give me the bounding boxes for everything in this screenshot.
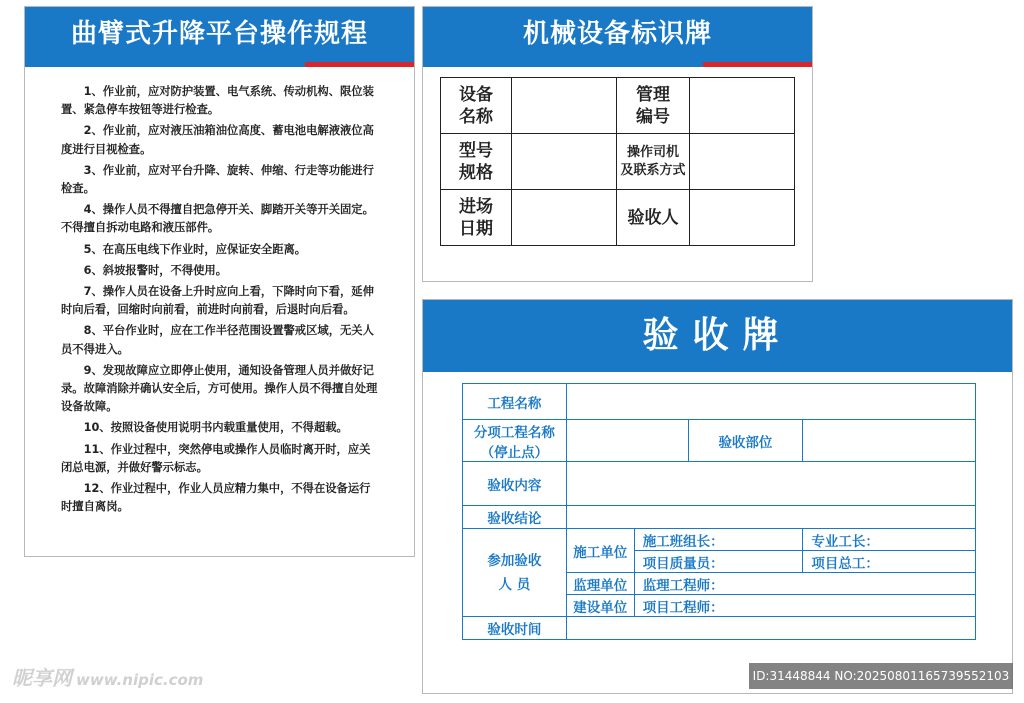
equipment-table xyxy=(440,77,795,246)
label-equipment-name: 设备 名称 xyxy=(441,78,512,134)
label-acceptor: 验收人 xyxy=(617,190,690,246)
label-accept-content: 验收内容 xyxy=(463,462,567,506)
label-participants: 参加验收 人 员 xyxy=(463,529,567,617)
entry-date-field[interactable] xyxy=(512,190,617,246)
team-leader-field[interactable]: 施工班组长： xyxy=(634,529,803,551)
supervising-engineer-field[interactable]: 监理工程师： xyxy=(634,573,975,595)
rule-item: 2、作业前，应对液压油箱油位高度、蓄电池电解液液位高度进行目视检查。 xyxy=(61,124,374,156)
label-accept-part: 验收部位 xyxy=(688,420,803,462)
quality-officer-field[interactable]: 项目质量员： xyxy=(634,551,803,573)
project-name-field[interactable] xyxy=(566,384,975,420)
rule-item: 9、发现故障应立即停止使用，通知设备管理人员并做好记录。故障消除并确认安全后，方可使用。操作人员不得擅自处理设备故障。 xyxy=(61,363,378,414)
equipment-name-field[interactable] xyxy=(512,78,617,134)
accept-time-field[interactable] xyxy=(566,617,975,640)
rules-list xyxy=(25,67,414,516)
operation-rules-panel xyxy=(24,6,415,557)
acceptance-panel xyxy=(422,299,1013,694)
label-supervision-unit: 监理单位 xyxy=(566,573,634,595)
header-stripe xyxy=(423,370,1012,372)
label-accept-time: 验收时间 xyxy=(463,617,567,640)
rule-item: 8、平台作业时，应在工作半径范围设置警戒区域，无关人员不得进入。 xyxy=(61,324,374,356)
rule-item: 7、操作人员在设备上升时应向上看，下降时向下看，延伸时向后看，回缩时向前看，前进时向前看，后退时向后看。 xyxy=(61,285,374,317)
project-engineer-field[interactable]: 项目工程师： xyxy=(634,595,975,617)
label-owner-unit: 建设单位 xyxy=(566,595,634,617)
rule-item: 3、作业前，应对平台升降、旋转、伸缩、行走等功能进行检查。 xyxy=(61,163,374,196)
label-sub-project: 分项工程名称 （停止点） xyxy=(463,420,567,462)
rule-item: 5、在高压电线下作业时，应保证安全距离。 xyxy=(83,242,307,256)
acceptor-field[interactable] xyxy=(690,190,795,246)
accept-content-field[interactable] xyxy=(566,462,975,506)
rule-item: 11、作业过程中，突然停电或操作人员临时离开时，应关闭总电源，并做好警示标志。 xyxy=(61,442,371,474)
model-spec-field[interactable] xyxy=(512,134,617,190)
panel3-title: 验收牌 xyxy=(423,300,1012,370)
chief-engineer-field[interactable]: 项目总工： xyxy=(803,551,976,573)
equipment-id-panel xyxy=(422,6,813,282)
label-management-number: 管理 编号 xyxy=(617,78,690,134)
label-project-name: 工程名称 xyxy=(463,384,567,420)
rule-item: 1、作业前，应对防护装置、电气系统、传动机构、限位装置、紧急停车按钮等进行检查。 xyxy=(61,85,374,117)
label-operator-contact: 操作司机 及联系方式 xyxy=(617,134,690,190)
rule-item: 6、斜坡报警时，不得使用。 xyxy=(83,263,228,277)
label-model-spec: 型号 规格 xyxy=(441,134,512,190)
label-entry-date: 进场 日期 xyxy=(441,190,512,246)
label-accept-conclusion: 验收结论 xyxy=(463,506,567,529)
foreman-field[interactable]: 专业工长： xyxy=(803,529,976,551)
panel1-title: 曲臂式升降平台操作规程 xyxy=(25,7,414,62)
rule-item: 12、作业过程中，作业人员应精力集中，不得在设备运行时擅自离岗。 xyxy=(61,482,371,514)
watermark: 昵享网 www.nipic.com xyxy=(12,666,204,690)
operator-contact-field[interactable] xyxy=(690,134,795,190)
sub-project-field[interactable] xyxy=(566,420,688,462)
label-construction-unit: 施工单位 xyxy=(566,529,634,573)
panel2-title: 机械设备标识牌 xyxy=(423,7,812,62)
rule-item: 4、操作人员不得擅自把急停开关、脚踏开关等开关固定。不得擅自拆动电路和液压部件。 xyxy=(61,203,374,235)
management-number-field[interactable] xyxy=(690,78,795,134)
acceptance-table xyxy=(462,383,976,640)
image-id-label: ID:31448844 NO:20250801165739552103 xyxy=(749,663,1013,689)
accept-part-field[interactable] xyxy=(803,420,976,462)
header-stripe xyxy=(423,62,812,67)
rule-item: 10、按照设备使用说明书内载重量使用，不得超载。 xyxy=(83,421,348,435)
accept-conclusion-field[interactable] xyxy=(566,506,975,529)
